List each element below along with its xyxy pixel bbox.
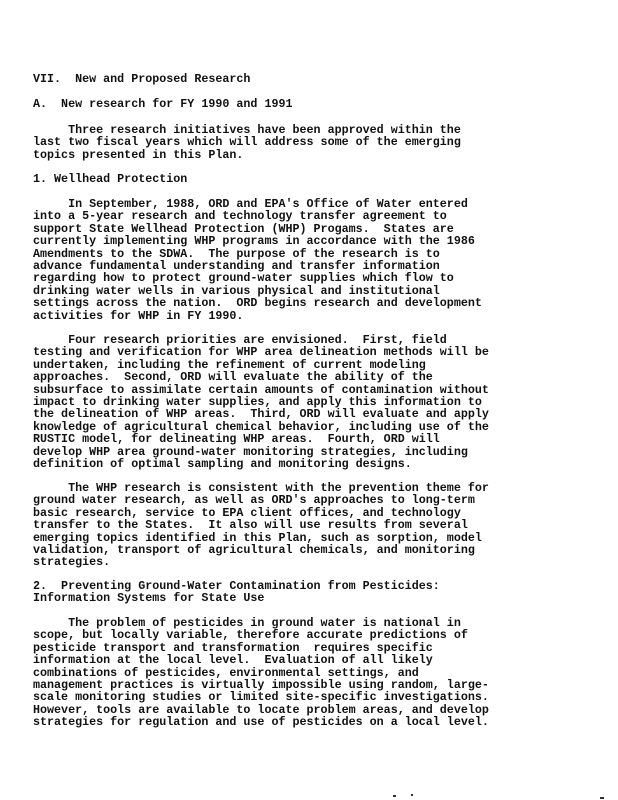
- item1-paragraph-1: In September, 1988, ORD and EPA's Office of Water entered into a 5-year research and technology transfer agreement to support State Wellhead Protection (WHP) Progams. States are currently implementing WHP programs in accordance with the 1986 Amendments to the SDWA. The purpose of the research is to advance fundamental understanding and transfer information regarding how to protect ground-water supplies which flow to drinking water wells in various physical and institutional settings across the nation. ORD begins research and development activities for WHP in FY 1990.: [33, 197, 482, 323]
- item1-paragraph-3: The WHP research is consistent with the prevention theme for ground water research, as well as ORD's approaches to long-term basic research, service to EPA client offices, and technology transfer to the States. It also will use results from several emerging topics identified in this Plan, such as sorption, model validation, transport of agricultural chemicals, and monitoring strategies.: [33, 481, 489, 570]
- item2-heading: 2. Preventing Ground-Water Contamination from Pesticides: Information Systems for State Use: [33, 579, 440, 606]
- scan-speck: [411, 794, 413, 796]
- item1-heading: 1. Wellhead Protection: [33, 172, 188, 186]
- scan-speck: [600, 797, 604, 799]
- section-heading: VII. New and Proposed Research: [33, 72, 251, 86]
- subsection-a-heading: A. New research for FY 1990 and 1991: [33, 97, 293, 111]
- item1-paragraph-2: Four research priorities are envisioned. First, field testing and verification for WHP area delineation methods will be undertaken, including the refinement of current modeling approaches. Second, ORD will evaluate the ability of the subsurface to assimilate certain amounts of contamination without impact to drinking water supplies, and apply this information to the delineation of WHP areas. Third, ORD will evaluate and apply knowledge of agricultural chemical behavior, including use of the RUSTIC model, for delineating WHP areas. Fourth, ORD will develop WHP area ground-water monitoring strategies, including definition of optimal sampling and monitoring designs.: [33, 333, 489, 472]
- intro-paragraph: Three research initiatives have been approved within the last two fiscal years which will address some of the emerging topics presented in this Plan.: [33, 123, 461, 162]
- scan-speck: [393, 795, 396, 797]
- item2-paragraph-1: The problem of pesticides in ground water is national in scope, but locally variable, therefore accurate predictions of pesticide transport and transformation requires specific information at the local level. Evaluation of all likely combinations of pesticides, environmental settings, and management practices is virtually impossible using random, large- scale monitoring studies or limited site-specific investigations. However, tools are available to locate problem areas, and develop strategies for regulation and use of pesticides on a local level.: [33, 616, 489, 730]
